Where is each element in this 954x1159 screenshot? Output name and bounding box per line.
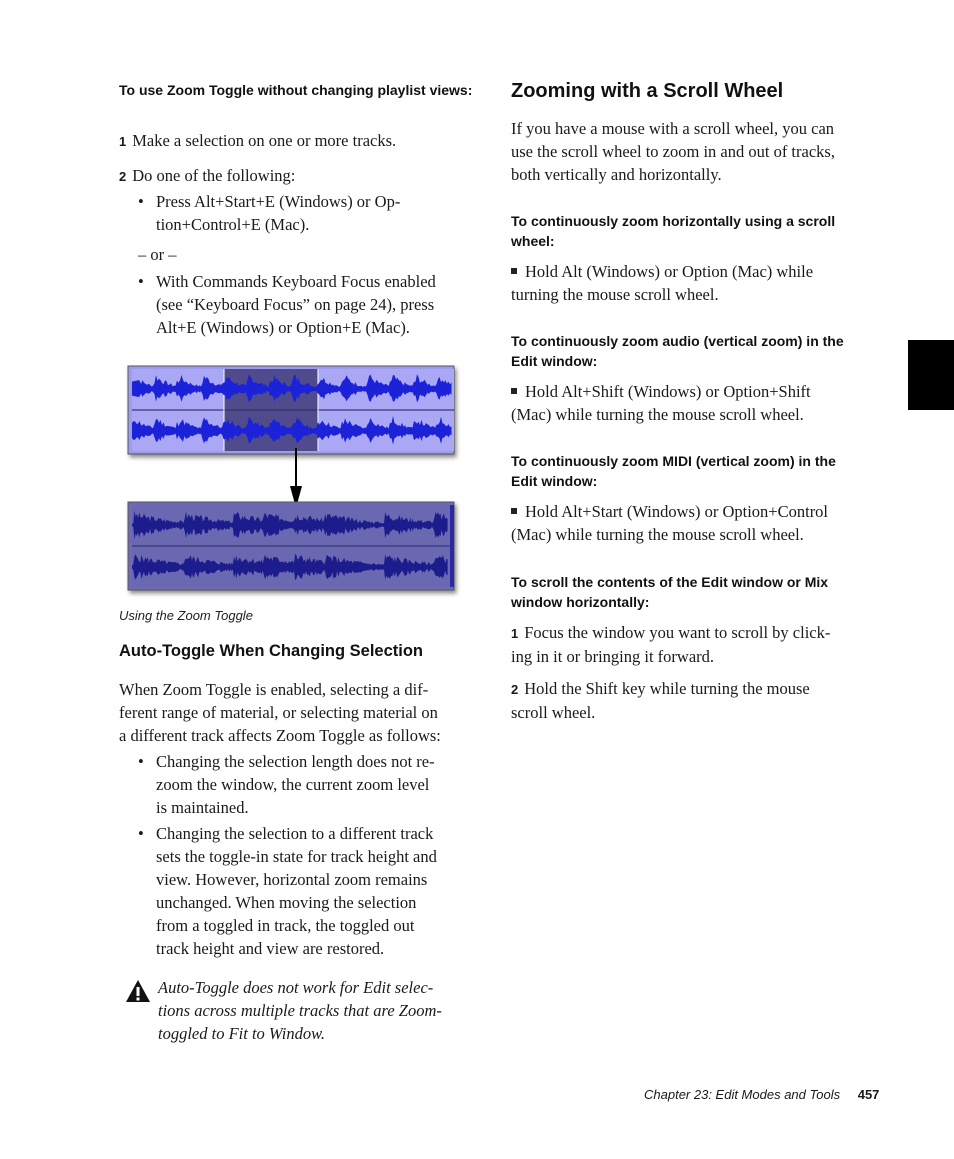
- step-line: scroll wheel.: [511, 703, 596, 722]
- bullet-line: zoom the window, the current zoom level: [156, 775, 430, 794]
- square-bullet-icon: [511, 388, 517, 394]
- scroll-wheel-intro: [511, 117, 881, 186]
- bullet-line: Changing the selection length does not re-: [156, 752, 435, 771]
- paragraph-line: If you have a mouse with a scroll wheel, you can: [511, 119, 835, 138]
- bullet-line: Changing the selection to a different track: [156, 824, 434, 843]
- section-heading-auto-toggle: Auto-Toggle When Changing Selection: [119, 642, 424, 660]
- paragraph-line: use the scroll wheel to zoom in and out of tracks,: [511, 142, 835, 161]
- step-number: 2: [119, 169, 127, 184]
- note-line: Auto-Toggle does not work for Edit selec-: [158, 978, 434, 997]
- procedure-heading: [511, 572, 881, 612]
- square-bullet-icon: [511, 508, 517, 514]
- heading-line: Edit window:: [511, 353, 598, 369]
- page-footer: [644, 1087, 914, 1102]
- or-separator: – or –: [138, 245, 177, 264]
- waveform-before-zoom: [128, 366, 454, 454]
- square-bullet-icon: [511, 268, 517, 274]
- arrow-down-icon: [290, 448, 302, 508]
- procedure-heading: [511, 451, 881, 491]
- bullet-line: is maintained.: [156, 798, 249, 817]
- step-line: ing in it or bringing it forward.: [511, 647, 715, 666]
- procedure-heading: [511, 331, 881, 371]
- bullet-text: [156, 270, 436, 339]
- bullet-line: unchanged. When moving the selection: [156, 893, 417, 912]
- note-line: tions across multiple tracks that are Zoom-: [158, 1001, 442, 1020]
- procedure-heading-line: To use Zoom Toggle without changing playlist views:: [119, 82, 473, 98]
- procedure-heading: [511, 211, 881, 251]
- bullet-dot: •: [138, 752, 144, 771]
- section-heading-scroll-wheel: Zooming with a Scroll Wheel: [511, 80, 784, 102]
- paragraph-line: When Zoom Toggle is enabled, selecting a dif-: [119, 680, 429, 699]
- heading-line: To continuously zoom MIDI (vertical zoom) in the: [511, 453, 836, 469]
- procedure-item: [511, 260, 881, 306]
- heading-line: To continuously zoom horizontally using a scroll: [511, 213, 836, 229]
- heading-line: To scroll the contents of the Edit window or Mix: [511, 574, 829, 590]
- bullet-text: [156, 822, 437, 960]
- warning-note: [158, 976, 488, 1045]
- warning-icon: [125, 979, 151, 1003]
- bullet-line: track height and view are restored.: [156, 939, 385, 958]
- step-number: 1: [511, 626, 519, 641]
- bullet-line: tion+Control+E (Mac).: [156, 215, 310, 234]
- item-line: (Mac) while turning the mouse scroll wheel.: [511, 525, 804, 544]
- heading-line: Edit window:: [511, 473, 598, 489]
- item-line: turning the mouse scroll wheel.: [511, 285, 719, 304]
- bullet-line: Press Alt+Start+E (Windows) or Op-: [156, 192, 401, 211]
- paragraph-line: both vertically and horizontally.: [511, 165, 722, 184]
- item-text: Hold Alt+Shift (Windows) or Option+Shift: [525, 382, 811, 401]
- step-1: [119, 129, 479, 153]
- figure-caption: Using the Zoom Toggle: [119, 608, 253, 623]
- item-line: (Mac) while turning the mouse scroll wheel.: [511, 405, 804, 424]
- step-2: [119, 164, 479, 188]
- heading-line: To continuously zoom audio (vertical zoom) in the: [511, 333, 844, 349]
- heading-line: window horizontally:: [511, 594, 650, 610]
- step-text: Hold the Shift key while turning the mouse: [524, 679, 810, 698]
- bullet-dot: •: [138, 192, 144, 211]
- bullet-text: [156, 190, 400, 236]
- bullet-line: Alt+E (Windows) or Option+E (Mac).: [156, 318, 410, 337]
- procedure-heading-zoom-toggle: [119, 80, 479, 100]
- item-text: Hold Alt (Windows) or Option (Mac) while: [525, 262, 814, 281]
- step-text: Focus the window you want to scroll by click-: [524, 623, 831, 642]
- heading-line: wheel:: [511, 233, 555, 249]
- step-number: 1: [119, 134, 127, 149]
- procedure-item: [511, 380, 881, 426]
- note-line: toggled to Fit to Window.: [158, 1024, 325, 1043]
- step-2: [511, 677, 881, 724]
- bullet-line: With Commands Keyboard Focus enabled: [156, 272, 436, 291]
- item-line: [511, 500, 881, 523]
- paragraph-line: a different track affects Zoom Toggle as follows:: [119, 726, 441, 745]
- waveform-after-zoom: [128, 502, 454, 590]
- item-text: Hold Alt+Start (Windows) or Option+Control: [525, 502, 829, 521]
- item-line: [511, 380, 881, 403]
- step-text: Do one of the following:: [132, 166, 296, 185]
- bullet-line: from a toggled in track, the toggled out: [156, 916, 415, 935]
- footer-chapter: Chapter 23: Edit Modes and Tools: [644, 1087, 841, 1102]
- chapter-thumb-tab: [908, 340, 954, 410]
- auto-toggle-paragraph: [119, 678, 481, 747]
- bullet-text: [156, 750, 435, 819]
- bullet-line: view. However, horizontal zoom remains: [156, 870, 428, 889]
- footer-page-number: 457: [857, 1087, 880, 1102]
- bullet-line: sets the toggle-in state for track height and: [156, 847, 437, 866]
- bullet-line: (see “Keyboard Focus” on page 24), press: [156, 295, 435, 314]
- step-1: [511, 621, 881, 668]
- procedure-item: [511, 500, 881, 546]
- zoom-toggle-figure: [124, 362, 464, 600]
- bullet-dot: •: [138, 272, 144, 291]
- step-number: 2: [511, 682, 519, 697]
- step-text: Make a selection on one or more tracks.: [132, 131, 397, 150]
- paragraph-line: ferent range of material, or selecting material on: [119, 703, 438, 722]
- step-line: [511, 677, 881, 701]
- step-line: [511, 621, 881, 645]
- item-line: [511, 260, 881, 283]
- bullet-dot: •: [138, 824, 144, 843]
